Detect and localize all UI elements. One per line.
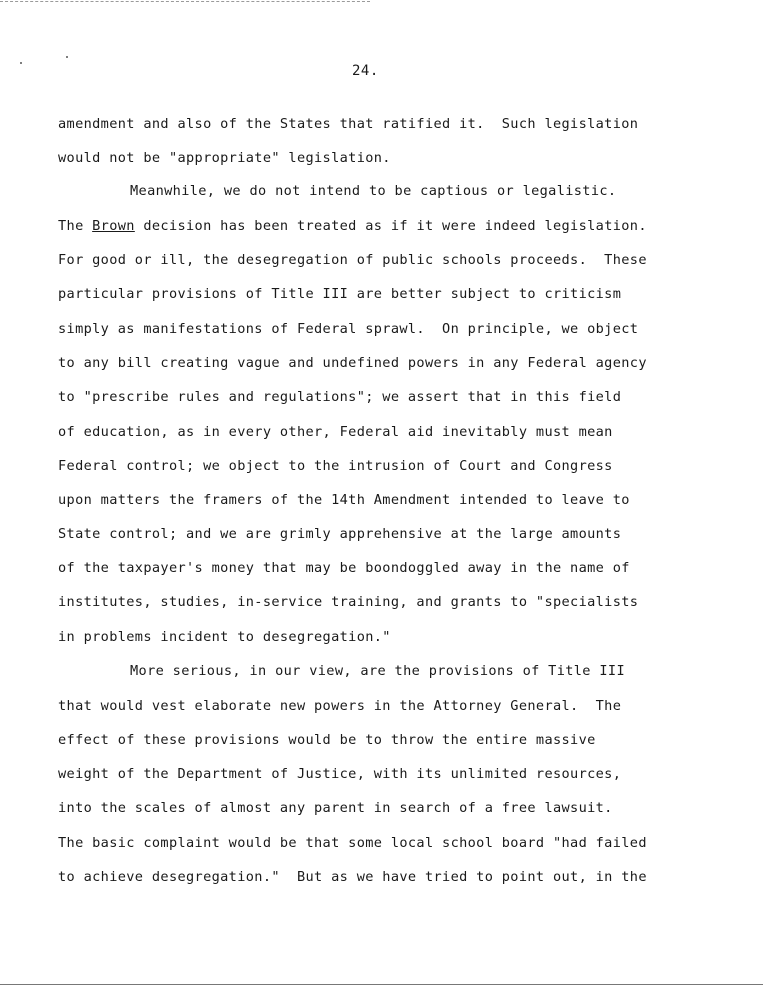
text-line: For good or ill, the desegregation of public schools proceeds. These xyxy=(58,252,647,268)
text-line: to achieve desegregation." But as we have tried to point out, in the xyxy=(58,869,647,885)
text-line: simply as manifestations of Federal sprawl. On principle, we object xyxy=(58,321,639,337)
text-line: would not be "appropriate" legislation. xyxy=(58,150,391,166)
text-line: into the scales of almost any parent in search of a free lawsuit. xyxy=(58,800,613,816)
text-line: amendment and also of the States that ratified it. Such legislation xyxy=(58,116,639,132)
text-line: State control; and we are grimly apprehensive at the large amounts xyxy=(58,526,622,542)
text-line: particular provisions of Title III are better subject to criticism xyxy=(58,286,622,302)
text-line xyxy=(58,216,647,236)
scan-speck xyxy=(20,62,22,64)
text-line: Meanwhile, we do not intend to be captious or legalistic. xyxy=(130,183,617,199)
text-line: weight of the Department of Justice, with its unlimited resources, xyxy=(58,766,622,782)
text-span: decision has been treated as if it were indeed legislation. xyxy=(134,218,647,234)
text-line: upon matters the framers of the 14th Amendment intended to leave to xyxy=(58,492,630,508)
scan-speck xyxy=(66,56,68,58)
text-line: The basic complaint would be that some local school board "had failed xyxy=(58,835,647,851)
text-line: of education, as in every other, Federal aid inevitably must mean xyxy=(58,424,613,440)
text-line: Federal control; we object to the intrusion of Court and Congress xyxy=(58,458,613,474)
text-line: institutes, studies, in-service training, and grants to "specialists xyxy=(58,594,639,610)
text-line: that would vest elaborate new powers in the Attorney General. The xyxy=(58,698,622,714)
top-dashed-rule xyxy=(0,1,370,2)
text-line: effect of these provisions would be to throw the entire massive xyxy=(58,732,596,748)
text-line: to any bill creating vague and undefined powers in any Federal agency xyxy=(58,355,647,371)
case-name-underlined: Brown xyxy=(92,218,135,234)
text-line: to "prescribe rules and regulations"; we assert that in this field xyxy=(58,389,622,405)
text-line: of the taxpayer's money that may be boondoggled away in the name of xyxy=(58,560,630,576)
bottom-rule xyxy=(0,984,763,985)
text-line: in problems incident to desegregation." xyxy=(58,629,391,645)
text-line: More serious, in our view, are the provisions of Title III xyxy=(130,663,625,679)
page-number: 24. xyxy=(352,63,379,79)
text-span: The xyxy=(58,218,93,234)
